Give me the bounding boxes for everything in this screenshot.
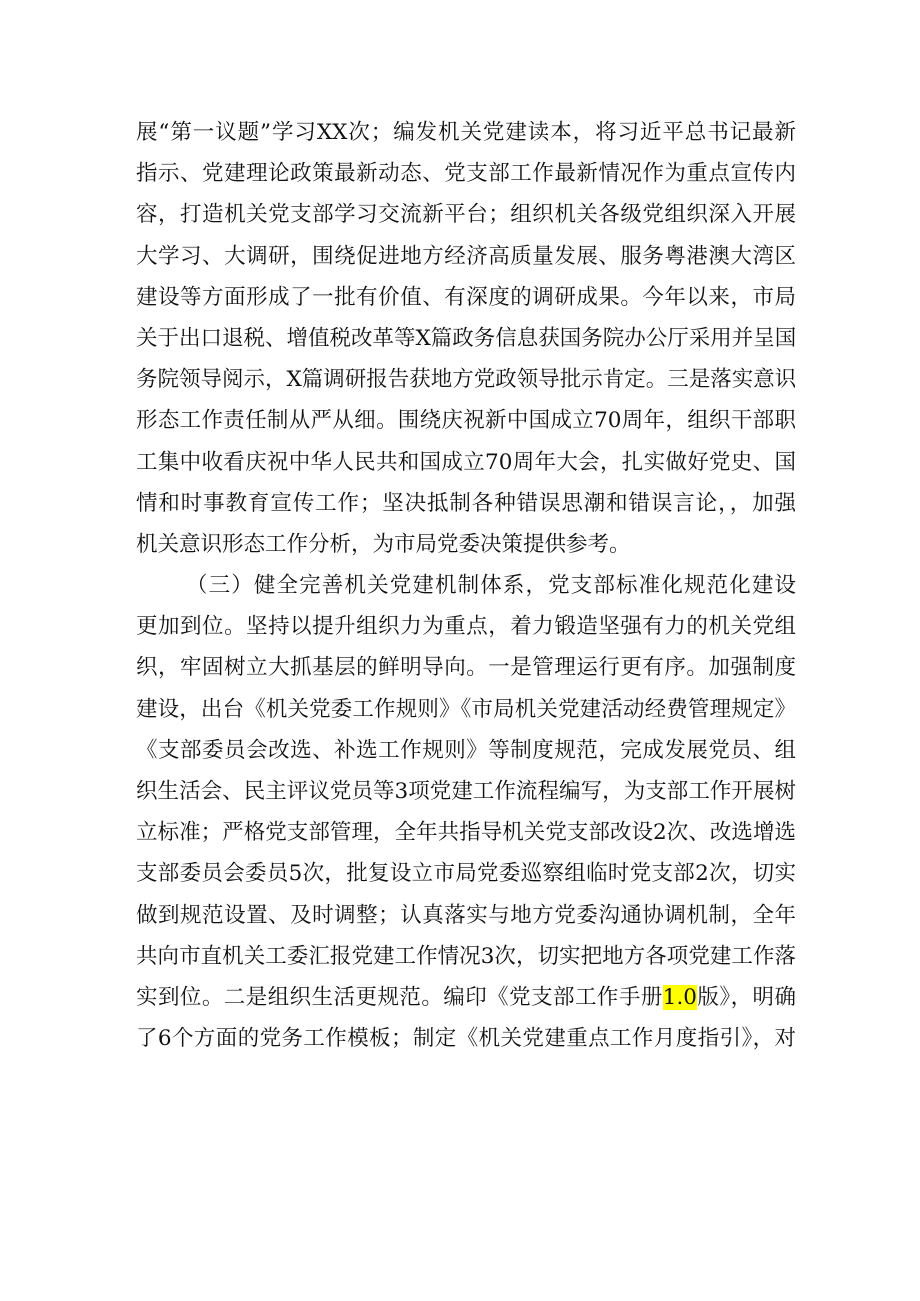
text-line: 展“第一议题”学习XX次；编发机关党建读本，将习近平总书记最新 (136, 120, 796, 145)
text-line: 共向市直机关工委汇报党建工作情况3次，切实把地方各项党建工作落 (136, 943, 796, 969)
text-line: 务院领导阅示，X篇调研报告获地方党政领导批示肯定。三是落实意识 (136, 367, 797, 393)
paragraph-1 (136, 112, 796, 565)
text-line-with-highlight (136, 977, 796, 1018)
text-line: 织生活会、民主评议党员等3项党建工作流程编写，为支部工作开展树 (136, 779, 796, 804)
text-line: 大学习、大调研，围绕促进地方经济高质量发展、服务粤港澳大湾区 (136, 243, 796, 269)
text-line: 容，打造机关党支部学习交流新平台；组织机关各级党组织深入开展 (136, 202, 796, 228)
text-segment: 版》，明确 (696, 984, 796, 1010)
paragraph-2 (136, 565, 796, 1059)
text-line: 立标准；严格党支部管理，全年共指导机关党支部改设2次、改选增选 (136, 820, 796, 846)
text-line: 关于出口退税、增值税改革等X篇政务信息获国务院办公厅采用并呈国 (136, 325, 797, 351)
text-line: 支部委员会委员5次，批复设立市局党委巡察组临时党支部2次，切实 (136, 861, 796, 887)
text-line: 做到规范设置、及时调整；认真落实与地方党委沟通协调机制，全年 (136, 902, 796, 928)
text-line: 了6个方面的党务工作模板；制定《机关党建重点工作月度指引》，对 (136, 1026, 796, 1052)
text-line: 工集中收看庆祝中华人民共和国成立70周年大会，扎实做好党史、国 (136, 449, 796, 475)
text-line: 指示、党建理论政策最新动态、党支部工作最新情况作为重点宣传内 (136, 161, 796, 187)
text-segment: 实到位。二是组织生活更规范。编印《党支部工作手册 (136, 984, 663, 1010)
text-line: 建设等方面形成了一批有价值、有深度的调研成果。今年以来，市局 (136, 284, 796, 310)
text-line: 情和时事教育宣传工作；坚决抵制各种错误思潮和错误言论，，加强 (136, 490, 796, 516)
text-line: 织，牢固树立大抓基层的鲜明导向。一是管理运行更有序。加强制度 (136, 655, 796, 681)
document-body (136, 112, 796, 1059)
text-line: 建设，出台《机关党委工作规则》《市局机关党建活动经费管理规定》 (136, 696, 796, 722)
text-line: 更加到位。坚持以提升组织力为重点，着力锻造坚强有力的机关党组 (136, 614, 796, 640)
text-line-paragraph-end: 机关意识形态工作分析，为市局党委决策提供参考。 (136, 531, 631, 557)
text-line: 《支部委员会改选、补选工作规则》等制度规范，完成发展党员、组 (136, 737, 796, 763)
text-line: 形态工作责任制从严从细。围绕庆祝新中国成立70周年，组织干部职 (136, 408, 796, 434)
section-heading-line: （三）健全完善机关党建机制体系，党支部标准化规范化建设 (186, 573, 796, 599)
highlighted-text: 1.0 (662, 984, 697, 1010)
